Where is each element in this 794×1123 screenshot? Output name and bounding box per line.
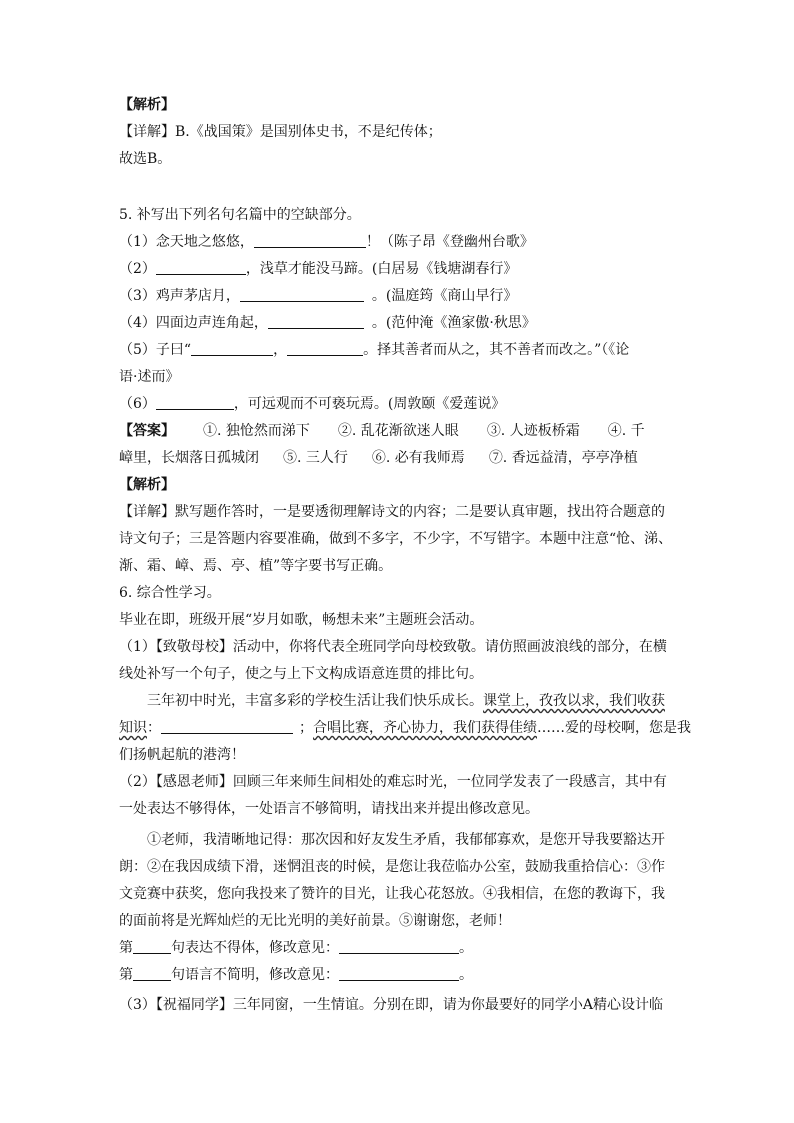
answer-item: 嶂里，长烟落日孤城闭 [119, 450, 259, 466]
answer-blank[interactable] [133, 966, 171, 981]
q6-p1-line-1: （1）【致敬母校】活动中，你将代表全班同学向母校致敬。请仿照画波浪线的部分，在横 [119, 639, 667, 655]
q6-intro: 毕业在即，班级开展“岁月如歌，畅想未来”主题班会活动。 [119, 612, 484, 628]
item-number: （2） [119, 261, 156, 277]
q6-quote-line-4: 的面前将是光辉灿烂的无比光明的美好前景。⑤谢谢您，老师！ [119, 913, 511, 929]
q5-item-1 [119, 233, 534, 251]
answer-blank[interactable] [254, 233, 366, 248]
q5-item-6 [119, 395, 505, 413]
q5-item-4 [119, 314, 536, 332]
passage-text: ； [299, 720, 313, 736]
q6-p2-line-1: （2）【感恩老师】回顾三年来师生间相处的难忘时光，一位同学发表了一段感言，其中有 [119, 774, 667, 790]
item-after-text: 。(温庭筠《商山早行》 [371, 288, 518, 304]
wavy-underlined-text: 课堂上，孜孜以求，我们收获 [483, 693, 665, 709]
q6-title: 6. 综合性学习。 [119, 585, 221, 601]
answer-item: ②. 乱花渐欲迷人眼 [337, 423, 459, 439]
item-before-text: 子曰“ [155, 342, 192, 358]
answer-blank[interactable] [191, 341, 273, 356]
analysis-label: 【解析】 [119, 97, 175, 113]
conclusion-text: 故选B。 [119, 151, 172, 167]
answer-blank[interactable] [240, 287, 364, 302]
answer-blank[interactable] [339, 939, 459, 954]
q5-detail-line-2: 诗文句子；三是答题内容要准确，做到不多字，不少字，不写错字。本题中注意“怆、涕、 [119, 531, 673, 547]
wavy-underlined-text: 合唱比赛，齐心协力，我们获得佳绩 [313, 720, 537, 736]
q6-p2-line-2: 一处表达不够得体，一处语言不够简明，请找出来并提出修改意见。 [119, 801, 539, 817]
item-number: （6） [119, 396, 156, 412]
q6-p1-passage-2 [119, 719, 691, 737]
item-mid-text: ， [273, 342, 288, 358]
answer-blank[interactable] [268, 314, 364, 329]
q5-item-3 [119, 287, 517, 305]
answer-blank[interactable] [133, 939, 171, 954]
fill-text: 句语言不简明，修改意见： [171, 967, 339, 983]
item-number: （1） [119, 234, 156, 250]
item-before-text: 鸡声茅店月， [155, 288, 240, 304]
answer-item: ⑤. 三人行 [283, 450, 348, 466]
answer-blank[interactable] [287, 341, 363, 356]
q6-quote-line-3: 文竞赛中获奖，您向我投来了赞许的目光，让我心花怒放。④我相信，在您的教诲下，我 [119, 886, 665, 902]
q6-p3-line: （3）【祝福同学】三年同窗，一生情谊。分别在即，请为你最要好的同学小A精心设计临 [119, 997, 664, 1013]
q6-p1-passage-3: 们扬帆起航的港湾！ [119, 747, 245, 763]
q5-detail-line-3: 渐、霜、嶂、焉、亭、植”等字要书写正确。 [119, 558, 393, 574]
q6-p1-passage-1 [147, 692, 665, 710]
answer-label: 【答案】 [119, 423, 175, 439]
item-after-text: ，可远观而不可亵玩焉。(周敦颐《爱莲说》 [233, 396, 506, 412]
answer-blank[interactable] [339, 966, 459, 981]
item-before-text: 四面边声连角起， [155, 315, 268, 331]
q6-p1-line-2: 线处补写一个句子，使之与上下文构成语意连贯的排比句。 [119, 666, 483, 682]
fill-text: 第 [119, 940, 133, 956]
item-after-text: ，浅草才能没马蹄。(白居易《钱塘湖春行》 [245, 261, 518, 277]
q6-fill-2 [119, 966, 473, 984]
passage-text: 三年初中时光，丰富多彩的学校生活让我们快乐成长。 [147, 693, 483, 709]
q5-item-2 [119, 260, 517, 278]
q6-quote-line-1: ①老师，我清晰地记得：那次因和好友发生矛盾，我郁郁寡欢，是您开导我要豁达开 [147, 832, 665, 848]
answer-item: ⑦. 香远益清，亭亭净植 [488, 450, 638, 466]
q5-item-5-cont: 语·述而》 [119, 369, 180, 385]
item-after-text: 。择其善者而从之，其不善者而改之。”（《论 [363, 342, 630, 358]
item-after-text: ！（陈子昂《登幽州台歌》 [365, 234, 534, 250]
fill-text: 。 [459, 940, 473, 956]
wavy-underlined-text: 知识 [119, 720, 147, 736]
item-number: （3） [119, 288, 156, 304]
q5-answers-line-2 [119, 449, 638, 467]
answer-item: ③. 人迹板桥霜 [486, 423, 580, 439]
answer-item: ⑥. 必有我师焉 [371, 450, 465, 466]
q5-item-5 [119, 341, 629, 359]
fill-text: 。 [459, 967, 473, 983]
q5-title: 5. 补写出下列名句名篇中的空缺部分。 [119, 207, 361, 223]
answer-blank[interactable] [161, 719, 293, 734]
q5-analysis-label: 【解析】 [119, 477, 175, 493]
q5-answers-line-1 [119, 422, 645, 440]
passage-text: ： [147, 720, 161, 736]
q6-quote-line-2: 朗：②在我因成绩下滑，迷惘沮丧的时候，是您让我莅临办公室，鼓励我重拾信心：③作 [119, 859, 665, 875]
answer-blank[interactable] [156, 260, 246, 275]
fill-text: 句表达不得体，修改意见： [171, 940, 339, 956]
item-after-text: 。(范仲淹《渔家傲·秋思》 [371, 315, 536, 331]
answer-item: ①. 独怆然而涕下 [203, 423, 310, 439]
item-number: （4） [119, 315, 156, 331]
answer-blank[interactable] [156, 395, 234, 410]
detail-text: 【详解】B.《战国策》是国别体史书，不是纪传体； [119, 124, 442, 140]
item-number: （5） [119, 342, 156, 358]
fill-text: 第 [119, 967, 133, 983]
item-before-text: 念天地之悠悠， [155, 234, 254, 250]
answer-item: ④. 千 [607, 423, 645, 439]
q5-detail-line-1: 【详解】默写题作答时，一是要透彻理解诗文的内容；二是要认真审题，找出符合题意的 [119, 504, 665, 520]
passage-text: ……爱的母校啊，您是我 [537, 720, 691, 736]
q6-fill-1 [119, 939, 473, 957]
